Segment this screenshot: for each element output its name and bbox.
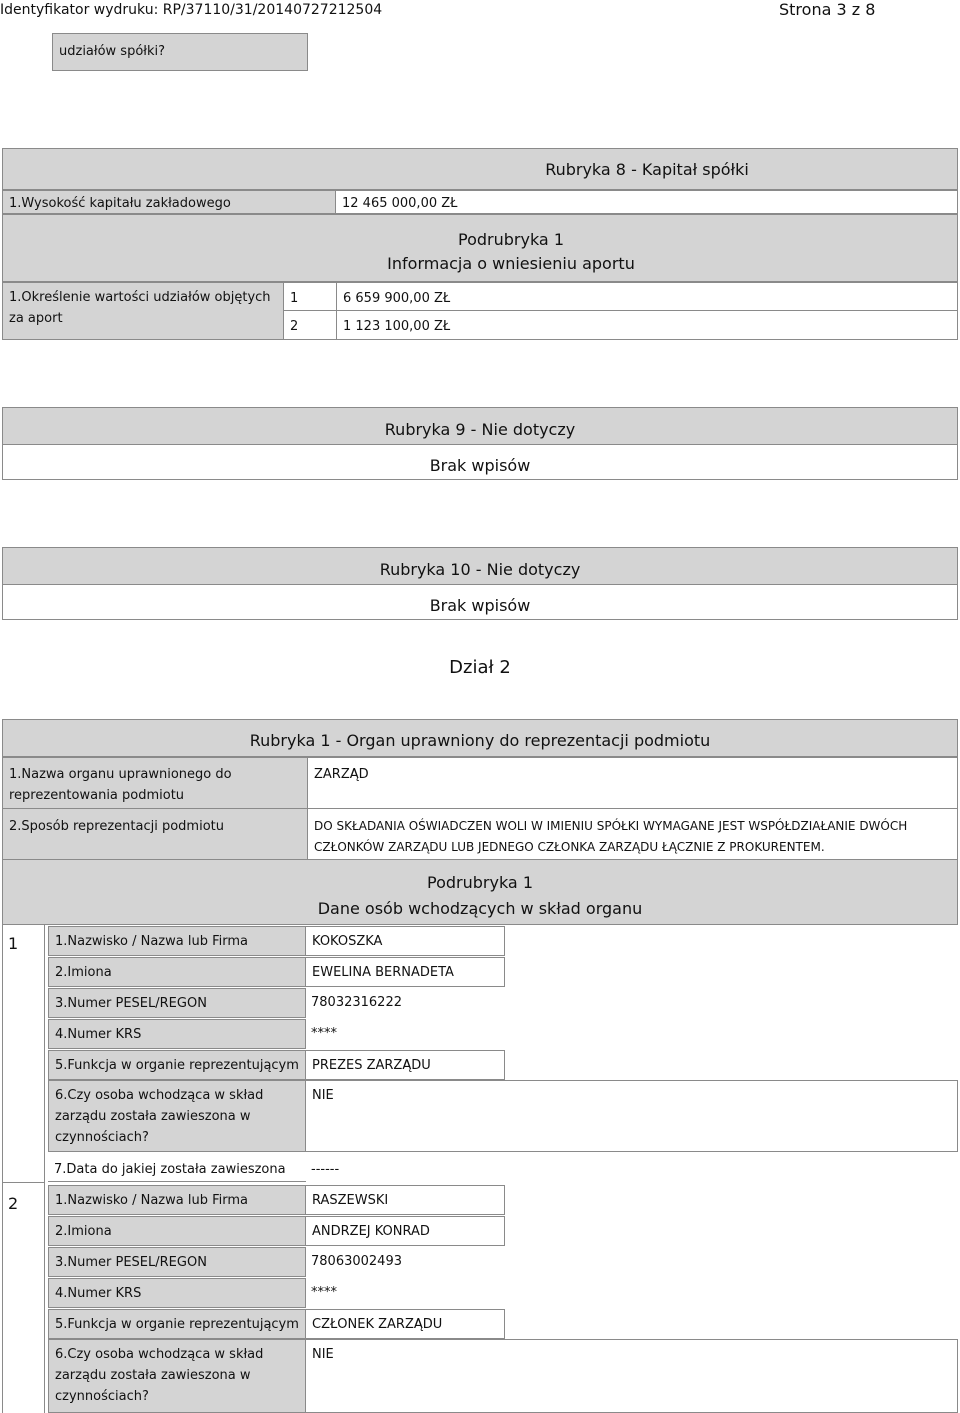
aport-subtitle-1: Podrubryka 1 xyxy=(458,230,564,249)
rubryka8-title: Rubryka 8 - Kapitał spółki xyxy=(545,160,749,179)
person-2-number: 2 xyxy=(8,1194,19,1213)
person-2-function-label: 5.Funkcja w organie reprezentującym xyxy=(48,1309,306,1339)
person-1-krs-label: 4.Numer KRS xyxy=(48,1019,306,1049)
rubryka1-title: Rubryka 1 - Organ uprawniony do reprezentacji podmiotu xyxy=(249,731,711,750)
person-1-names-value: EWELINA BERNADETA xyxy=(305,957,505,987)
aport-subtitle-2: Informacja o wniesieniu aportu xyxy=(387,254,635,273)
person-1-pesel-value: 78032316222 xyxy=(311,995,402,1010)
organ-subtitle-2: Dane osób wchodzących w skład organu xyxy=(317,899,643,918)
aport-row-2-no: 2 xyxy=(283,310,337,340)
dzial-title: Dział 2 xyxy=(449,657,511,678)
person-2-suspended-label: 6.Czy osoba wchodząca w skład zarządu została zawieszona w czynnościach? xyxy=(48,1339,306,1413)
capital-value: 12 465 000,00 ZŁ xyxy=(335,190,958,214)
person-1-pesel-label: 3.Numer PESEL/REGON xyxy=(48,988,306,1018)
person-2-names-value: ANDRZEJ KONRAD xyxy=(305,1216,505,1246)
person-1-function-value: PREZES ZARZĄDU xyxy=(305,1050,505,1080)
person-1-names-label: 2.Imiona xyxy=(48,957,306,987)
person-1-suspended-value: NIE xyxy=(305,1080,958,1152)
person-2-krs-value: **** xyxy=(311,1285,337,1300)
person-1-number: 1 xyxy=(8,934,19,953)
person-1-krs-value: **** xyxy=(311,1026,337,1041)
person-1-suspended-label: 6.Czy osoba wchodząca w skład zarządu została zawieszona w czynnościach? xyxy=(48,1080,306,1152)
top-question-label: udziałów spółki? xyxy=(52,33,308,71)
sposob-label: 2.Sposób reprezentacji podmiotu xyxy=(2,808,308,860)
person-1-suspension-date-label: 7.Data do jakiej została zawieszona xyxy=(54,1162,286,1177)
aport-row-1-value: 6 659 900,00 ZŁ xyxy=(336,282,958,311)
organ-value: ZARZĄD xyxy=(307,757,958,809)
person-2-pesel-value: 78063002493 xyxy=(311,1254,402,1269)
aport-label: 1.Określenie wartości udziałów objętych za aport xyxy=(2,282,284,340)
person-1-surname-label: 1.Nazwisko / Nazwa lub Firma xyxy=(48,926,306,956)
rubryka10-title: Rubryka 10 - Nie dotyczy xyxy=(2,547,958,585)
person-2-surname-label: 1.Nazwisko / Nazwa lub Firma xyxy=(48,1185,306,1215)
sposob-value: DO SKŁADANIA OŚWIADCZEN WOLI W IMIENIU SPÓŁKI WYMAGANE JEST WSPÓŁDZIAŁANIE DWÓCH CZŁONKÓW ZARZĄDU LUB JEDNEGO CZŁONKA ZARZĄDU ŁĄCZNIE Z PROKURENTEM. xyxy=(307,808,958,860)
organ-label: 1.Nazwa organu uprawnionego do reprezentowania podmiotu xyxy=(2,757,308,809)
print-identifier: Identyfikator wydruku: RP/37110/31/20140727212504 xyxy=(0,2,383,18)
person-1-suspension-date-value: ------ xyxy=(311,1162,340,1177)
person-1-surname-value: KOKOSZKA xyxy=(305,926,505,956)
person-2-pesel-label: 3.Numer PESEL/REGON xyxy=(48,1247,306,1277)
aport-row-1-no: 1 xyxy=(283,282,337,311)
page-number: Strona 3 z 8 xyxy=(779,0,876,19)
person-2-surname-value: RASZEWSKI xyxy=(305,1185,505,1215)
person-2-suspended-value: NIE xyxy=(305,1339,958,1413)
organ-subtitle-1: Podrubryka 1 xyxy=(427,873,533,892)
person-2-krs-label: 4.Numer KRS xyxy=(48,1278,306,1308)
person-2-function-value: CZŁONEK ZARZĄDU xyxy=(305,1309,505,1339)
person-2-names-label: 2.Imiona xyxy=(48,1216,306,1246)
rubryka9-title: Rubryka 9 - Nie dotyczy xyxy=(2,407,958,445)
rubryka9-empty: Brak wpisów xyxy=(2,444,958,480)
aport-row-2-value: 1 123 100,00 ZŁ xyxy=(336,310,958,340)
person-1-function-label: 5.Funkcja w organie reprezentującym xyxy=(48,1050,306,1080)
rubryka10-empty: Brak wpisów xyxy=(2,584,958,620)
capital-label: 1.Wysokość kapitału zakładowego xyxy=(2,190,336,214)
